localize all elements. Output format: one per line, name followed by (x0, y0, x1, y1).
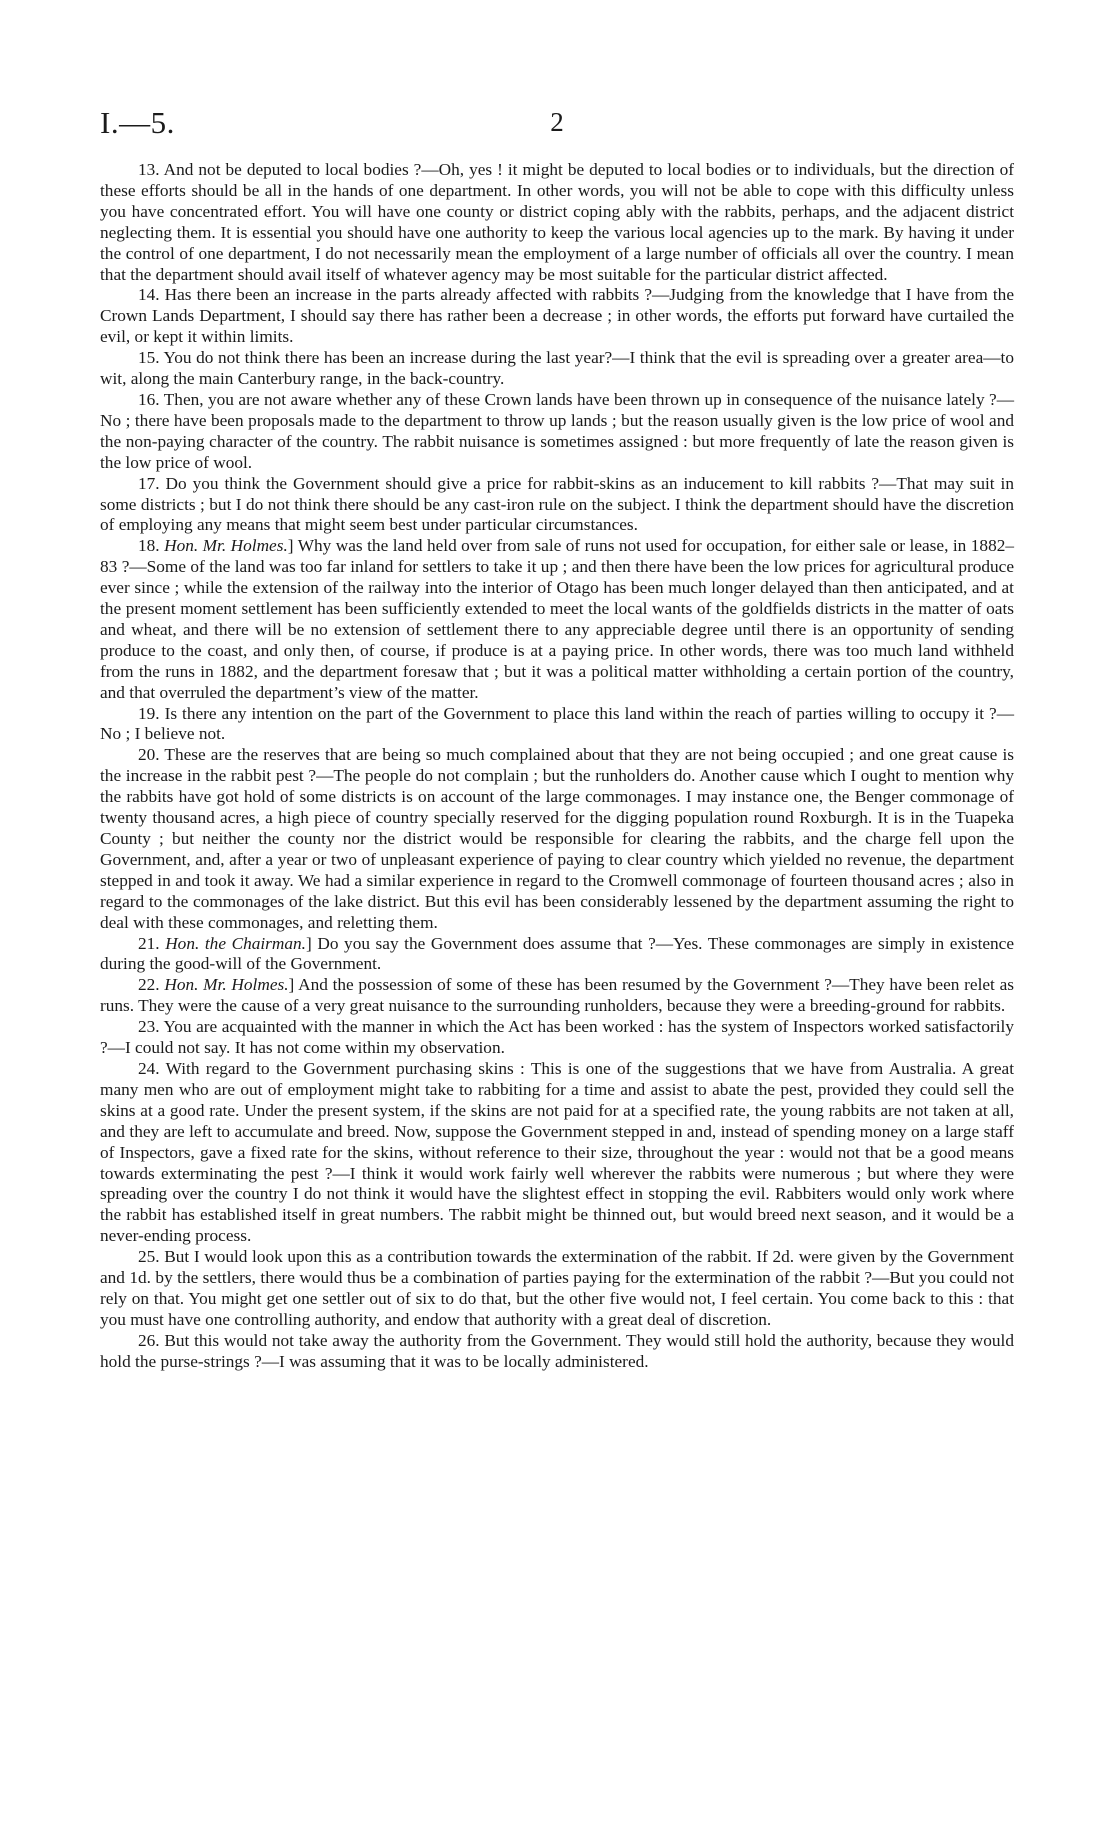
question-number: 18. (138, 536, 165, 556)
paragraph-13: 13. And not be deputed to local bodies ?—Oh, yes ! it might be deputed to local bodies or to individuals, but the direction of these efforts should be all in the hands of one department. In other words, you will not be able to cope with this difficulty unless you have concentrated effort. You will have one county or district coping ably with the rabbits, perhaps, and the adjacent district neglecting them. It is essential you should have one authority to keep the various local agencies up to the mark. By having it under the control of one department, I do not necessarily mean the employment of a large number of officials all over the country. I mean that the department should avail itself of whatever agency may be most suitable for the particular district affected. (100, 160, 1014, 284)
question-number: 22. (138, 975, 165, 995)
paragraph-25: 25. But I would look upon this as a contribution towards the extermination of the rabbit. If 2d. were given by the Government and 1d. by the settlers, there would thus be a combination of parties paying for the extermination of the rabbit ?—But you could not rely on that. You might get one settler out of six to do that, but the other five would not, I feel certain. You come back to this : that you must have one controlling authority, and endow that authority with a great deal of discretion. (100, 1247, 1014, 1329)
paragraph-21 (100, 934, 1014, 976)
paragraph-text: ] Why was the land held over from sale of runs not used for occupation, for either sale or lease, in 1882–83 ?—Some of the land was too far inland for settlers to take it up ; and then there have been the low prices for agricultural produce ever since ; while the extension of the railway into the interior of Otago has been much longer delayed than then anticipated, and at the present moment settlement has been sufficiently extended to meet the local wants of the goldfields districts in the matter of oats and wheat, and there will be no extension of settlement there to any appreciable degree until there is an opportunity of sending produce to the coast, and only then, of course, if produce is at a paying price. In other words, there was too much land withheld from the runs in 1882, and the department foresaw that ; but it was a political matter withholding a certain portion of the country, and that overruled the department’s view of the matter. (100, 536, 1014, 702)
paragraph-26: 26. But this would not take away the authority from the Government. They would still hold the authority, because they would hold the purse-strings ?—I was assuming that it was to be locally administered. (100, 1330, 1014, 1371)
question-number: 21. (138, 933, 166, 953)
page-header (100, 105, 1014, 145)
speaker-name: Hon. Mr. Holmes. (164, 975, 289, 995)
paragraph-22 (100, 975, 1014, 1017)
paragraph-15: 15. You do not think there has been an increase during the last year?—I think that the evil is spreading over a greater area—to wit, along the main Canterbury range, in the back-country. (100, 348, 1014, 389)
paragraph-20: 20. These are the reserves that are being so much complained about that they are not being occupied ; and one great cause is the increase in the rabbit pest ?—The people do not complain ; but the runholders do. Another cause which I ought to mention why the rabbits have got hold of some districts is on account of the large commonages. I may instance one, the Benger commonage of twenty thousand acres, a high piece of country specially reserved for the digging population round Roxburgh. It is in the Tuapeka County ; but neither the county nor the district would be responsible for clearing the rabbits, and the charge fell upon the Government, and, after a year or two of unpleasant experience of paying to clear country which yielded no revenue, the department stepped in and took it away. We had a similar experience in regard to the Cromwell commonage of fourteen thousand acres ; also in regard to the commonages of the lake district. But this evil has been considerably lessened by the department assuming the right to deal with these commonages, and reletting them. (100, 745, 1014, 932)
page-number: 2 (550, 107, 564, 137)
paragraph-text: ] And the possession of some of these has been resumed by the Government ?—They have been relet as runs. They were the cause of a very great nuisance to the surrounding runholders, because they were a breeding-ground for rabbits. (100, 975, 1014, 1016)
document-body (100, 160, 1014, 1373)
paragraph-18 (100, 536, 1014, 703)
paragraph-text: ] Do you say the Government does assume that ?—Yes. These commonages are simply in existence during the good-will of the Government. (100, 933, 1015, 974)
paragraph-23: 23. You are acquainted with the manner in which the Act has been worked : has the system of Inspectors worked satisfactorily ?—I could not say. It has not come within my observation. (100, 1017, 1014, 1058)
speaker-name: Hon. the Chairman. (165, 933, 306, 953)
paragraph-24: 24. With regard to the Government purchasing skins : This is one of the suggestions that we have from Australia. A great many men who are out of employment might take to rabbiting for a time and assist to abate the pest, provided they could sell the skins at a good rate. Under the present system, if the skins are not paid for at a specified rate, the young rabbits are not taken at all, and they are left to accumulate and breed. Now, suppose the Government stepped in and, instead of spending money on a large staff of Inspectors, gave a fixed rate for the skins, without reference to their size, throughout the year : would not that be a good means towards exterminating the pest ?—I think it would work fairly well wherever the rabbits were numerous ; but where they were spreading over the country I do not think it would have the slightest effect in stopping the evil. Rabbiters would only work where the rabbit has established itself in great numbers. The rabbit might be thinned out, but would breed next season, and it would be a never-ending process. (100, 1058, 1014, 1246)
paragraph-19: 19. Is there any intention on the part of the Government to place this land within the reach of parties willing to occupy it ?—No ; I believe not. (100, 703, 1014, 744)
paragraph-17: 17. Do you think the Government should give a price for rabbit-skins as an inducement to kill rabbits ?—That may suit in some districts ; but I do not think there should be any cast-iron rule on the subject. I think the department should have the discretion of employing any means that might seem best under particular circumstances. (100, 473, 1014, 535)
paragraph-16: 16. Then, you are not aware whether any of these Crown lands have been thrown up in consequence of the nuisance lately ?—No ; there have been proposals made to the department to throw up lands ; but the reason usually given is the low price of wool and the non-paying character of the country. The rabbit nuisance is sometimes assigned : but more frequently of late the reason given is the low price of wool. (100, 389, 1014, 472)
speaker-name: Hon. Mr. Holmes. (164, 536, 288, 556)
document-reference: I.—5. (100, 105, 175, 140)
paragraph-14: 14. Has there been an increase in the parts already affected with rabbits ?—Judging from the knowledge that I have from the Crown Lands Department, I should say there has rather been a decrease ; in other words, the efforts put forward have curtailed the evil, or kept it within limits. (100, 285, 1014, 347)
